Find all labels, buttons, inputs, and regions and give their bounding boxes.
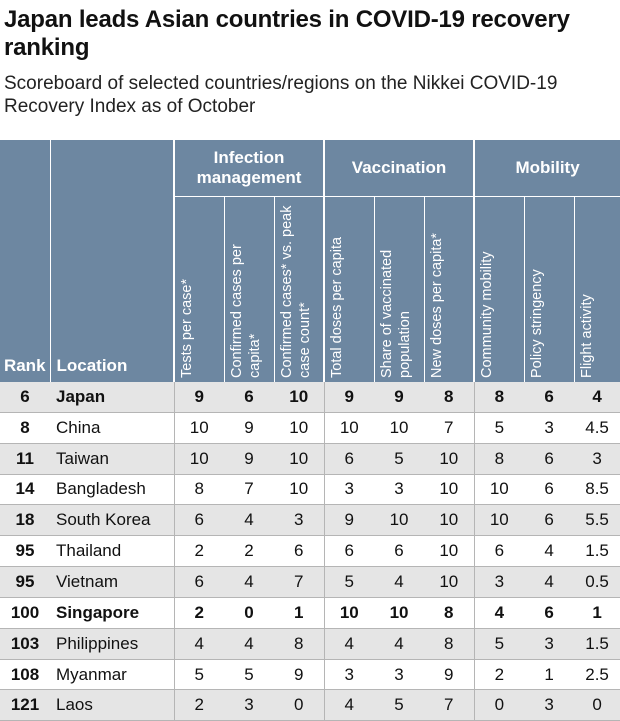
table-row xyxy=(0,690,620,721)
score-cell: 2 xyxy=(174,690,224,721)
rank-cell: 11 xyxy=(0,443,50,474)
score-cell: 5 xyxy=(174,659,224,690)
column-header-community-mobility: Community mobility xyxy=(474,197,524,383)
location-header: Location xyxy=(50,140,174,382)
group-header-infection-management: Infection management xyxy=(174,140,324,197)
score-cell: 10 xyxy=(274,412,324,443)
score-cell: 6 xyxy=(174,567,224,598)
rank-header: Rank xyxy=(0,140,50,382)
score-cell: 5 xyxy=(374,690,424,721)
score-cell: 3 xyxy=(274,505,324,536)
column-header-cases-vs-peak: Confirmed cases* vs. peak case count* xyxy=(274,197,324,383)
score-cell: 4 xyxy=(524,567,574,598)
table-row xyxy=(0,567,620,598)
score-cell: 4 xyxy=(224,567,274,598)
score-cell: 9 xyxy=(224,412,274,443)
rank-cell: 6 xyxy=(0,382,50,412)
score-cell: 5 xyxy=(474,412,524,443)
table-body xyxy=(0,382,620,721)
score-cell: 1.5 xyxy=(574,536,620,567)
score-cell: 7 xyxy=(424,412,474,443)
score-cell: 8.5 xyxy=(574,474,620,505)
score-cell: 10 xyxy=(424,536,474,567)
column-header-share-vaccinated: Share of vaccinated population xyxy=(374,197,424,383)
score-cell: 7 xyxy=(274,567,324,598)
score-cell: 10 xyxy=(374,505,424,536)
score-cell: 3 xyxy=(524,628,574,659)
score-cell: 4 xyxy=(524,536,574,567)
score-cell: 10 xyxy=(324,597,374,628)
score-cell: 1 xyxy=(574,597,620,628)
rank-cell: 103 xyxy=(0,628,50,659)
rank-cell: 8 xyxy=(0,412,50,443)
score-cell: 4 xyxy=(324,628,374,659)
score-cell: 6 xyxy=(324,443,374,474)
score-cell: 4 xyxy=(224,628,274,659)
rank-cell: 121 xyxy=(0,690,50,721)
score-cell: 9 xyxy=(274,659,324,690)
location-cell: Singapore xyxy=(50,597,174,628)
score-cell: 10 xyxy=(424,474,474,505)
score-cell: 10 xyxy=(274,382,324,412)
table-row xyxy=(0,536,620,567)
column-header-policy-stringency: Policy stringency xyxy=(524,197,574,383)
table-row xyxy=(0,412,620,443)
column-header-flight-activity: Flight activity xyxy=(574,197,620,383)
score-cell: 6 xyxy=(324,536,374,567)
score-cell: 2 xyxy=(174,597,224,628)
score-cell: 10 xyxy=(474,505,524,536)
score-cell: 8 xyxy=(424,597,474,628)
score-cell: 3 xyxy=(574,443,620,474)
score-cell: 8 xyxy=(474,443,524,474)
score-cell: 9 xyxy=(174,382,224,412)
column-header-tests-per-case: Tests per case* xyxy=(174,197,224,383)
score-cell: 5 xyxy=(324,567,374,598)
table-row xyxy=(0,382,620,412)
scoreboard-table xyxy=(0,140,620,721)
score-cell: 5 xyxy=(474,628,524,659)
score-cell: 10 xyxy=(474,474,524,505)
rank-cell: 14 xyxy=(0,474,50,505)
score-cell: 2 xyxy=(474,659,524,690)
rank-cell: 108 xyxy=(0,659,50,690)
rank-cell: 100 xyxy=(0,597,50,628)
score-cell: 4 xyxy=(224,505,274,536)
score-cell: 0 xyxy=(574,690,620,721)
score-cell: 9 xyxy=(424,659,474,690)
location-cell: Philippines xyxy=(50,628,174,659)
score-cell: 5 xyxy=(374,443,424,474)
score-cell: 4 xyxy=(374,567,424,598)
score-cell: 3 xyxy=(224,690,274,721)
score-cell: 3 xyxy=(324,659,374,690)
score-cell: 0.5 xyxy=(574,567,620,598)
score-cell: 7 xyxy=(424,690,474,721)
score-cell: 6 xyxy=(524,474,574,505)
table-row xyxy=(0,505,620,536)
score-cell: 10 xyxy=(374,412,424,443)
score-cell: 1 xyxy=(274,597,324,628)
score-cell: 3 xyxy=(324,474,374,505)
column-header-confirmed-cases-per-capita: Confirmed cases per capita* xyxy=(224,197,274,383)
score-cell: 10 xyxy=(174,443,224,474)
score-cell: 4 xyxy=(374,628,424,659)
group-header-vaccination: Vaccination xyxy=(324,140,474,197)
score-cell: 5.5 xyxy=(574,505,620,536)
score-cell: 6 xyxy=(524,505,574,536)
score-cell: 10 xyxy=(424,443,474,474)
score-cell: 8 xyxy=(274,628,324,659)
score-cell: 7 xyxy=(224,474,274,505)
location-cell: Laos xyxy=(50,690,174,721)
rank-cell: 18 xyxy=(0,505,50,536)
score-cell: 4 xyxy=(574,382,620,412)
score-cell: 10 xyxy=(274,474,324,505)
location-cell: Taiwan xyxy=(50,443,174,474)
score-cell: 2 xyxy=(224,536,274,567)
score-cell: 8 xyxy=(474,382,524,412)
score-cell: 3 xyxy=(374,474,424,505)
location-cell: Bangladesh xyxy=(50,474,174,505)
score-cell: 8 xyxy=(424,382,474,412)
location-cell: Vietnam xyxy=(50,567,174,598)
column-header-new-doses-per-capita: New doses per capita* xyxy=(424,197,474,383)
score-cell: 6 xyxy=(224,382,274,412)
page-title: Japan leads Asian countries in COVID-19 recovery ranking xyxy=(4,6,570,61)
rank-cell: 95 xyxy=(0,567,50,598)
table-row xyxy=(0,443,620,474)
location-cell: Myanmar xyxy=(50,659,174,690)
group-header-row xyxy=(0,140,620,197)
location-cell: Thailand xyxy=(50,536,174,567)
location-cell: Japan xyxy=(50,382,174,412)
score-cell: 4 xyxy=(174,628,224,659)
score-cell: 10 xyxy=(174,412,224,443)
score-cell: 6 xyxy=(174,505,224,536)
score-cell: 1 xyxy=(524,659,574,690)
score-cell: 6 xyxy=(374,536,424,567)
score-cell: 8 xyxy=(174,474,224,505)
score-cell: 4.5 xyxy=(574,412,620,443)
score-cell: 9 xyxy=(324,382,374,412)
location-cell: China xyxy=(50,412,174,443)
score-cell: 6 xyxy=(524,443,574,474)
score-cell: 3 xyxy=(374,659,424,690)
score-cell: 10 xyxy=(424,567,474,598)
group-header-mobility: Mobility xyxy=(474,140,620,197)
score-cell: 3 xyxy=(474,567,524,598)
score-cell: 9 xyxy=(374,382,424,412)
table-row xyxy=(0,628,620,659)
score-cell: 1.5 xyxy=(574,628,620,659)
score-cell: 10 xyxy=(374,597,424,628)
score-cell: 0 xyxy=(474,690,524,721)
score-cell: 4 xyxy=(324,690,374,721)
score-cell: 0 xyxy=(274,690,324,721)
score-cell: 2.5 xyxy=(574,659,620,690)
score-cell: 6 xyxy=(524,382,574,412)
score-cell: 6 xyxy=(274,536,324,567)
score-cell: 2 xyxy=(174,536,224,567)
score-cell: 9 xyxy=(324,505,374,536)
page-subtitle: Scoreboard of selected countries/regions on the Nikkei COVID-19 Recovery Index as of October xyxy=(4,73,558,117)
rank-cell: 95 xyxy=(0,536,50,567)
score-cell: 10 xyxy=(274,443,324,474)
table-row xyxy=(0,474,620,505)
score-cell: 5 xyxy=(224,659,274,690)
score-cell: 3 xyxy=(524,690,574,721)
score-cell: 10 xyxy=(424,505,474,536)
location-cell: South Korea xyxy=(50,505,174,536)
score-cell: 3 xyxy=(524,412,574,443)
score-cell: 10 xyxy=(324,412,374,443)
score-cell: 0 xyxy=(224,597,274,628)
score-cell: 6 xyxy=(474,536,524,567)
score-cell: 4 xyxy=(474,597,524,628)
column-header-total-doses-per-capita: Total doses per capita xyxy=(324,197,374,383)
score-cell: 8 xyxy=(424,628,474,659)
score-cell: 9 xyxy=(224,443,274,474)
table-row xyxy=(0,597,620,628)
table-row xyxy=(0,659,620,690)
score-cell: 6 xyxy=(524,597,574,628)
